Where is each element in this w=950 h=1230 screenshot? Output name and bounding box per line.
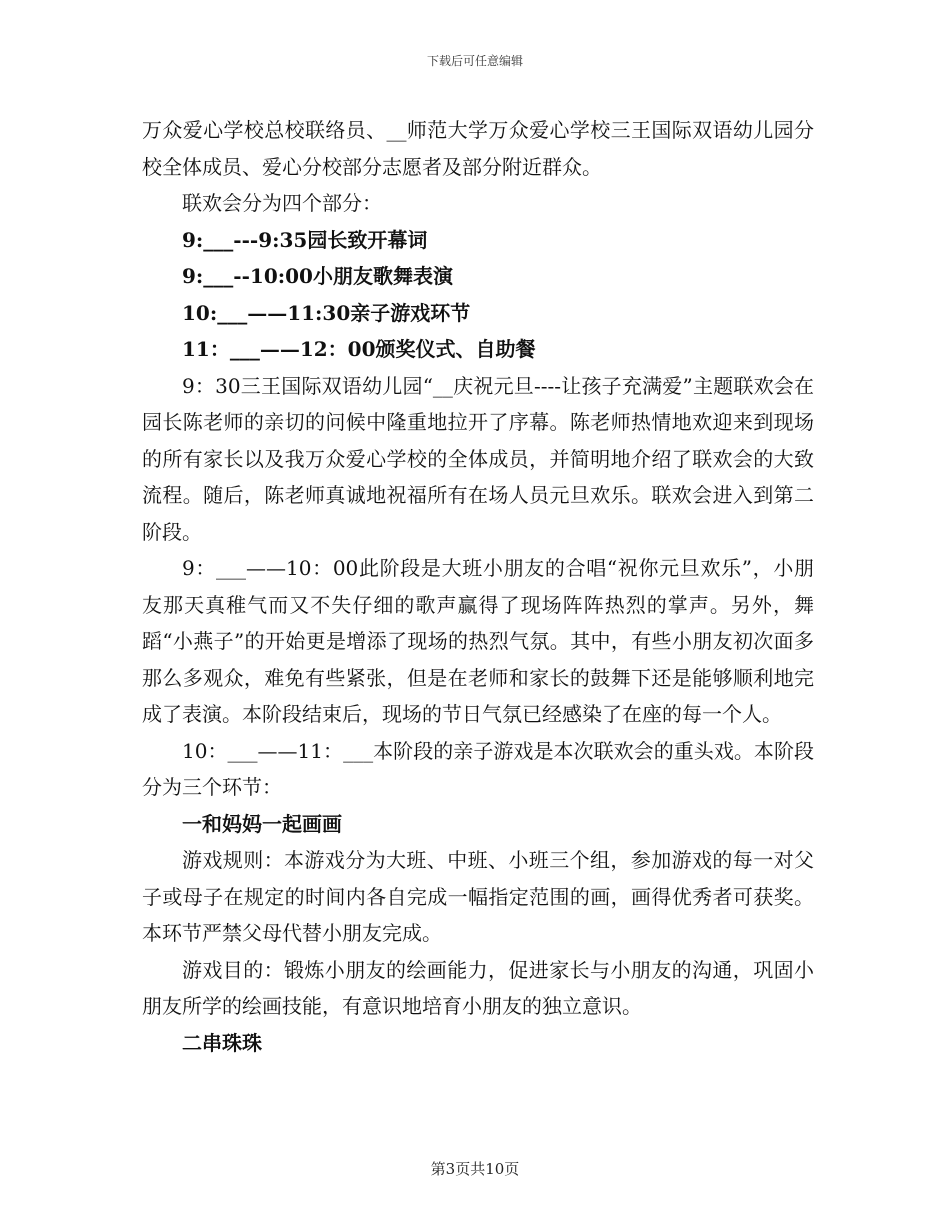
page-header: 下载后可任意编辑 (426, 54, 523, 68)
section-heading: 一和妈妈一起画画 (182, 811, 342, 836)
schedule-item: 9:___---9:35园长致开幕词 (182, 227, 428, 252)
paragraph: 联欢会分为四个部分： (182, 191, 382, 215)
schedule-item: 11：___——12：00颁奖仪式、自助餐 (182, 337, 536, 361)
paragraph: 游戏目的：锻炼小朋友的绘画能力，促进家长与小朋友的沟通，巩固小朋友所学的绘画技能，有意识地培育小朋友的独立意识。 (142, 957, 814, 1018)
paragraph: 万众爱心学校总校联络员、__师范大学万众爱心学校三王国际双语幼儿园分校全体成员、爱心分校部分志愿者及部分附近群众。 (142, 118, 814, 179)
document-body (142, 112, 814, 1061)
paragraph: 10：___——11：___本阶段的亲子游戏是本次联欢会的重头戏。本阶段分为三个环节： (142, 738, 814, 799)
paragraph: 游戏规则：本游戏分为大班、中班、小班三个组，参加游戏的每一对父子或母子在规定的时间内各自完成一幅指定范围的画，画得优秀者可获奖。本环节严禁父母代替小朋友完成。 (142, 848, 814, 945)
page-footer: 第3页共10页 (430, 1160, 520, 1178)
section-heading: 二串珠珠 (182, 1030, 262, 1055)
schedule-item: 10:___——11:30亲子游戏环节 (182, 300, 471, 325)
paragraph: 9：___——10：00此阶段是大班小朋友的合唱“祝你元旦欢乐”，小朋友那天真稚气而又不失仔细的歌声赢得了现场阵阵热烈的掌声。另外，舞蹈“小燕子”的开始更是增添了现场的热烈气氛。其中，有些小朋友初次面多那么多观众，难免有些紧张，但是在老师和家长的鼓舞下还是能够顺利地完成了表演。本阶段结束后，现场的节日气氛已经感染了在座的每一个人。 (142, 556, 814, 726)
schedule-item: 9:___--10:00小朋友歌舞表演 (182, 264, 453, 288)
paragraph: 9：30三王国际双语幼儿园“__庆祝元旦----让孩子充满爱”主题联欢会在园长陈老师的亲切的问候中隆重地拉开了序幕。陈老师热情地欢迎来到现场的所有家长以及我万众爱心学校的全体成员，并简明地介绍了联欢会的大致流程。随后，陈老师真诚地祝福所有在场人员元旦欢乐。联欢会进入到第二阶段。 (142, 373, 814, 544)
